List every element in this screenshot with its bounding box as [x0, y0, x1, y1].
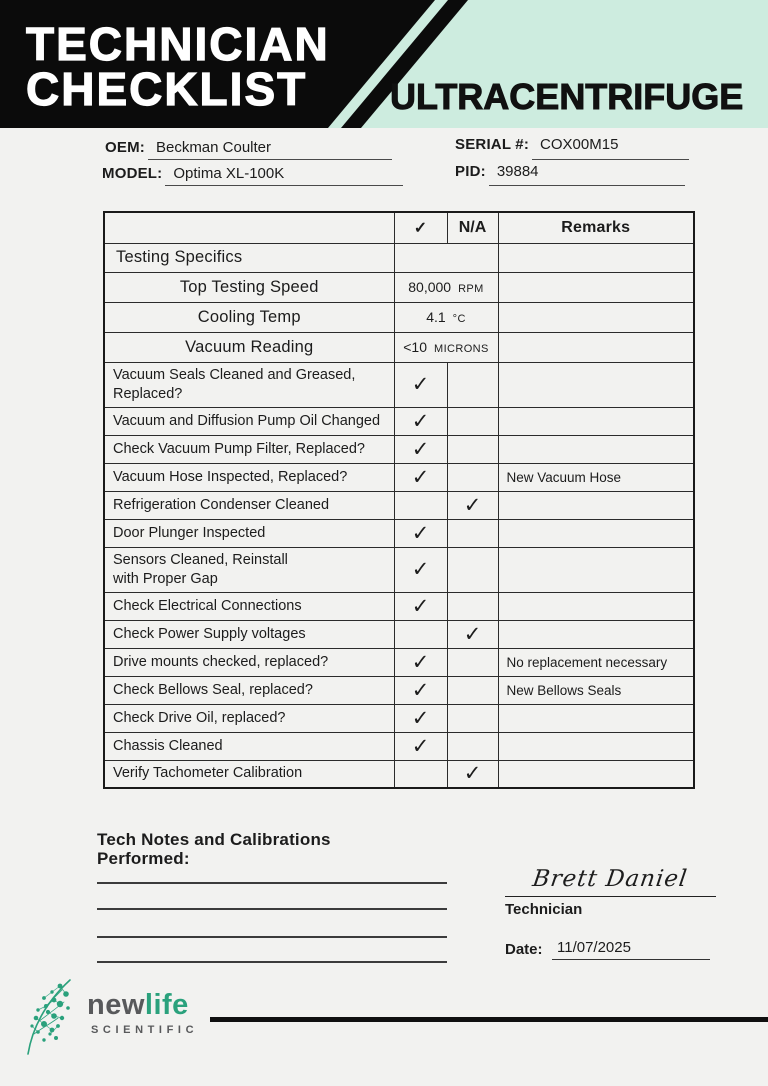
item-label: Refrigeration Condenser Cleaned — [104, 491, 394, 519]
check-cell[interactable] — [394, 760, 447, 788]
table-row — [104, 302, 694, 332]
table-row — [104, 592, 694, 620]
page-subtitle: ULTRACENTRIFUGE — [390, 76, 744, 117]
item-label: Vacuum and Diffusion Pump Oil Changed — [104, 407, 394, 435]
check-cell[interactable]: ✓ — [394, 592, 447, 620]
table-row — [104, 676, 694, 704]
check-cell[interactable]: ✓ — [394, 407, 447, 435]
checklist-body — [104, 243, 694, 788]
check-cell[interactable]: ✓ — [394, 463, 447, 491]
model-value[interactable]: Optima XL-100K — [165, 165, 403, 186]
check-cell[interactable]: ✓ — [394, 704, 447, 732]
page-title — [26, 18, 330, 115]
na-cell[interactable] — [447, 732, 498, 760]
oem-label: OEM: — [105, 139, 145, 156]
check-cell[interactable]: ✓ — [394, 648, 447, 676]
na-cell[interactable] — [447, 676, 498, 704]
newlife-leaf-logo-icon — [24, 976, 92, 1056]
na-cell[interactable] — [447, 519, 498, 547]
item-label: Vacuum Reading — [104, 332, 394, 362]
item-label: Drive mounts checked, replaced? — [104, 648, 394, 676]
check-cell[interactable]: ✓ — [394, 732, 447, 760]
logo-text-new: new — [87, 989, 145, 1021]
remark-cell[interactable] — [498, 332, 694, 362]
technician-signature[interactable]: Brett Daniel — [530, 866, 690, 892]
remark-cell[interactable] — [498, 592, 694, 620]
remark-cell[interactable]: New Bellows Seals — [498, 676, 694, 704]
table-row — [104, 435, 694, 463]
remark-cell[interactable] — [498, 704, 694, 732]
na-cell[interactable]: ✓ — [447, 620, 498, 648]
remark-cell[interactable] — [498, 302, 694, 332]
oem-value[interactable]: Beckman Coulter — [148, 139, 392, 160]
item-label: Door Plunger Inspected — [104, 519, 394, 547]
title-line-2: CHECKLIST — [26, 63, 308, 115]
na-cell[interactable] — [447, 435, 498, 463]
table-row — [104, 332, 694, 362]
model-label: MODEL: — [102, 165, 163, 182]
date-line — [552, 959, 710, 960]
table-row — [104, 547, 694, 592]
item-label: Check Power Supply voltages — [104, 620, 394, 648]
check-cell[interactable]: ✓ — [394, 547, 447, 592]
na-cell[interactable] — [447, 648, 498, 676]
na-cell[interactable]: ✓ — [447, 760, 498, 788]
remark-cell[interactable] — [498, 272, 694, 302]
note-line[interactable] — [97, 882, 447, 884]
remark-cell[interactable]: No replacement necessary — [498, 648, 694, 676]
table-row — [104, 243, 694, 272]
remark-cell[interactable] — [498, 491, 694, 519]
table-row — [104, 463, 694, 491]
remark-cell[interactable] — [498, 620, 694, 648]
table-row — [104, 407, 694, 435]
remark-cell[interactable] — [498, 243, 694, 272]
date-value[interactable]: 11/07/2025 — [557, 939, 631, 956]
remark-cell[interactable] — [498, 435, 694, 463]
item-label: Top Testing Speed — [104, 272, 394, 302]
item-label: Check Drive Oil, replaced? — [104, 704, 394, 732]
value-cell[interactable]: 80,000 RPM — [394, 272, 498, 302]
date-label: Date: — [505, 941, 543, 958]
check-cell[interactable]: ✓ — [394, 435, 447, 463]
table-row — [104, 519, 694, 547]
item-label: Vacuum Hose Inspected, Replaced? — [104, 463, 394, 491]
value-cell[interactable]: <10 MICRONS — [394, 332, 498, 362]
table-row — [104, 272, 694, 302]
item-label: Verify Tachometer Calibration — [104, 760, 394, 788]
item-label: Cooling Temp — [104, 302, 394, 332]
table-row — [104, 704, 694, 732]
item-label: Testing Specifics — [104, 243, 394, 272]
serial-label: SERIAL #: — [455, 136, 530, 153]
tech-notes-heading-line-1: Tech Notes and Calibrations — [97, 830, 331, 849]
check-cell[interactable] — [394, 620, 447, 648]
pid-value[interactable]: 39884 — [489, 163, 685, 186]
table-row — [104, 620, 694, 648]
item-label: Vacuum Seals Cleaned and Greased, Replaced? — [104, 362, 394, 407]
check-cell[interactable]: ✓ — [394, 519, 447, 547]
remark-cell[interactable] — [498, 547, 694, 592]
table-row — [104, 648, 694, 676]
logo-text-life: life — [144, 989, 189, 1021]
remark-cell[interactable] — [498, 519, 694, 547]
remarks-column-header: Remarks — [498, 212, 694, 243]
item-label: Check Bellows Seal, replaced? — [104, 676, 394, 704]
signature-line — [505, 896, 716, 897]
na-cell[interactable] — [447, 704, 498, 732]
item-label: Sensors Cleaned, Reinstall with Proper Gap — [104, 547, 394, 592]
check-column-header: ✓ — [394, 212, 447, 243]
na-column-header: N/A — [447, 212, 498, 243]
na-cell[interactable] — [447, 362, 498, 407]
na-cell[interactable] — [447, 547, 498, 592]
na-cell[interactable] — [447, 463, 498, 491]
na-cell[interactable]: ✓ — [447, 491, 498, 519]
technician-role-label: Technician — [505, 901, 583, 918]
table-header-row — [104, 212, 694, 243]
item-label: Check Vacuum Pump Filter, Replaced? — [104, 435, 394, 463]
table-row — [104, 491, 694, 519]
serial-field — [455, 136, 689, 160]
value-cell — [394, 243, 498, 272]
item-column-header — [104, 212, 394, 243]
remark-cell[interactable] — [498, 407, 694, 435]
serial-value[interactable]: COX00M15 — [532, 136, 689, 160]
table-row — [104, 760, 694, 788]
check-cell[interactable]: ✓ — [394, 676, 447, 704]
note-line[interactable] — [97, 908, 447, 910]
tech-notes-heading — [97, 830, 331, 868]
header-band — [0, 0, 768, 128]
na-cell[interactable] — [447, 407, 498, 435]
value-cell[interactable]: 4.1 °C — [394, 302, 498, 332]
check-cell[interactable] — [394, 491, 447, 519]
logo-subtext-scientific: SCIENTIFIC — [91, 1024, 199, 1036]
oem-field — [105, 139, 392, 160]
table-row — [104, 732, 694, 760]
na-cell[interactable] — [447, 592, 498, 620]
title-line-1: TECHNICIAN — [26, 18, 330, 70]
remark-cell[interactable] — [498, 760, 694, 788]
item-label: Chassis Cleaned — [104, 732, 394, 760]
check-cell[interactable]: ✓ — [394, 362, 447, 407]
checklist-table-wrapper — [103, 211, 693, 789]
tech-notes-heading-line-2: Performed: — [97, 849, 190, 868]
footer-divider-line — [210, 1017, 768, 1022]
newlife-wordmark — [87, 990, 189, 1020]
checklist-table — [103, 211, 695, 789]
note-line[interactable] — [97, 936, 447, 938]
remark-cell[interactable] — [498, 362, 694, 407]
model-field — [102, 165, 403, 186]
remark-cell[interactable]: New Vacuum Hose — [498, 463, 694, 491]
pid-field — [455, 163, 685, 186]
note-line[interactable] — [97, 961, 447, 963]
item-label: Check Electrical Connections — [104, 592, 394, 620]
table-row — [104, 362, 694, 407]
pid-label: PID: — [455, 163, 486, 180]
remark-cell[interactable] — [498, 732, 694, 760]
